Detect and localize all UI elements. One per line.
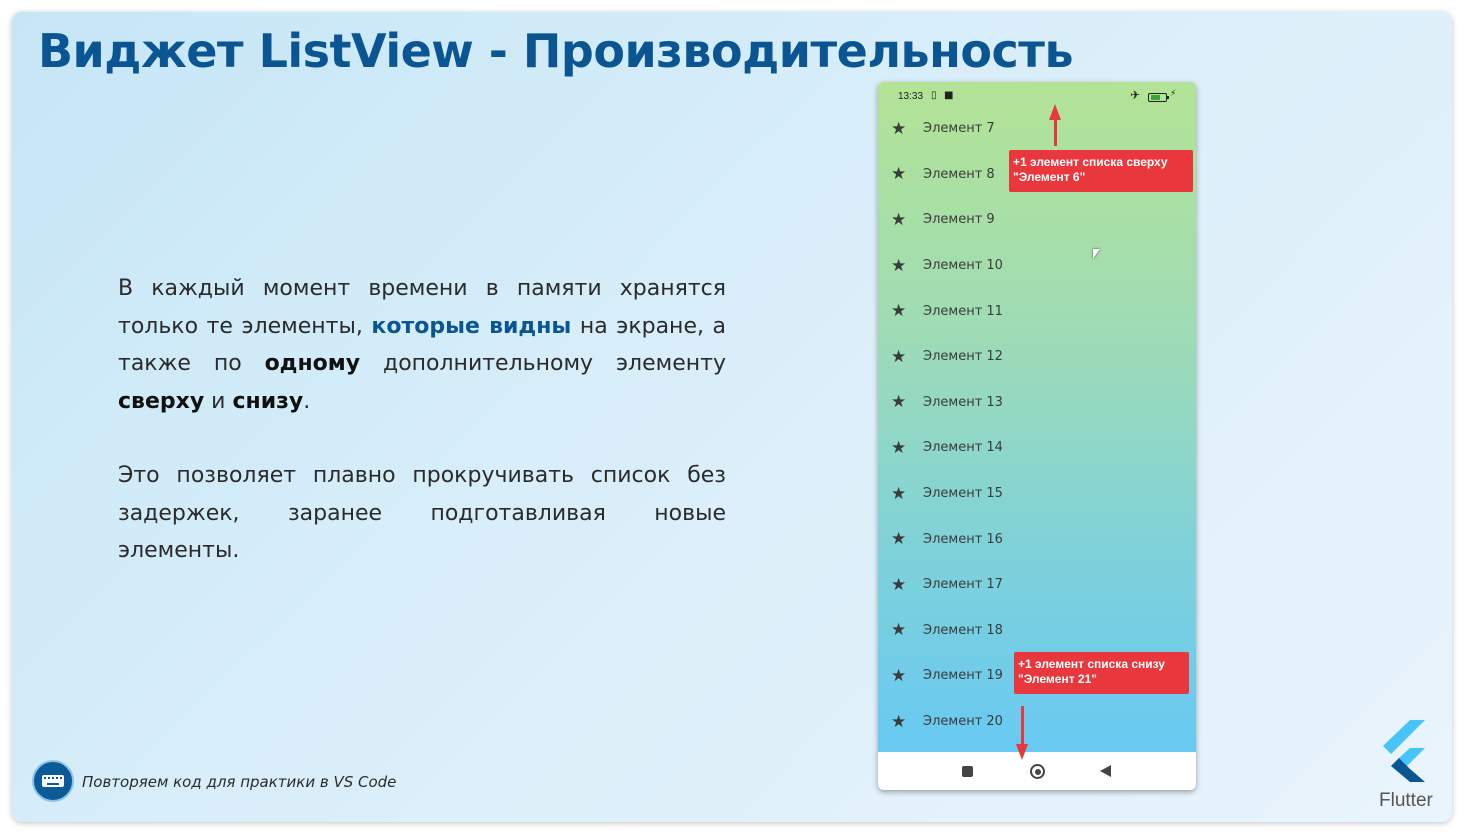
mouse-cursor-icon	[1093, 249, 1100, 259]
arrow-down-line	[1021, 706, 1024, 746]
list-item-label: Элемент 7	[923, 121, 995, 137]
star-icon: ★	[891, 574, 907, 595]
list-item[interactable]	[878, 380, 1196, 426]
annotation-top-line1: +1 элемент списка сверху	[1013, 155, 1168, 169]
paragraph-text: на экране, а также по	[118, 313, 726, 376]
paragraph-text: дополнительному элементу	[360, 351, 726, 376]
home-circle-icon[interactable]	[1030, 764, 1045, 779]
star-icon: ★	[891, 346, 907, 367]
star-icon: ★	[891, 164, 907, 185]
star-icon: ★	[891, 301, 907, 322]
arrow-up-line	[1054, 118, 1057, 146]
star-icon: ★	[891, 620, 907, 641]
list-item-label: Элемент 18	[923, 622, 1003, 638]
list-item-label: Элемент 16	[923, 531, 1003, 547]
list-item[interactable]	[878, 288, 1196, 334]
list-item[interactable]	[878, 425, 1196, 471]
list-item-label: Элемент 19	[923, 668, 1003, 684]
star-icon: ★	[891, 392, 907, 413]
list-item-label: Элемент 8	[923, 166, 995, 182]
list-item-label: Элемент 14	[923, 440, 1003, 456]
paragraph-text: .	[303, 388, 311, 414]
list-item-label: Элемент 10	[923, 258, 1003, 274]
back-triangle-icon[interactable]	[1100, 765, 1111, 777]
bold-top: сверху	[118, 388, 205, 414]
bold-bottom: снизу	[232, 388, 304, 414]
charging-icon: ⚡	[1170, 89, 1177, 99]
annotation-bottom	[1014, 652, 1189, 694]
list-item-label: Элемент 11	[923, 303, 1003, 319]
star-icon: ★	[891, 529, 907, 550]
arrow-up-icon	[1049, 104, 1061, 120]
slide-title: Виджет ListView - Производительность	[38, 24, 1074, 78]
arrow-down-icon	[1016, 744, 1028, 760]
annotation-top-line2: "Элемент 6"	[1013, 170, 1086, 184]
highlight-visible: которые видны	[371, 313, 572, 339]
list-item-label: Элемент 15	[923, 486, 1003, 502]
list-item[interactable]	[878, 197, 1196, 243]
sim-icon: ▯	[931, 90, 937, 101]
list-item[interactable]	[878, 471, 1196, 517]
annotation-top	[1009, 150, 1193, 192]
airplane-icon: ✈	[1130, 88, 1141, 102]
list-item[interactable]	[878, 334, 1196, 380]
battery-icon	[1148, 93, 1167, 102]
slide	[12, 12, 1452, 822]
star-icon: ★	[891, 711, 907, 732]
footer-text: Повторяем код для практики в VS Code	[82, 773, 397, 791]
list-view[interactable]	[878, 106, 1196, 744]
recents-square-icon[interactable]	[962, 766, 973, 777]
list-item-label: Элемент 17	[923, 577, 1003, 593]
list-item-label: Элемент 12	[923, 349, 1003, 365]
list-item[interactable]	[878, 106, 1196, 152]
star-icon: ★	[891, 255, 907, 276]
list-item[interactable]	[878, 516, 1196, 562]
list-item[interactable]	[878, 699, 1196, 745]
trash-icon: ■	[944, 90, 954, 101]
annotation-bottom-line2: "Элемент 21"	[1018, 672, 1097, 686]
list-item-label: Элемент 9	[923, 212, 995, 228]
list-item[interactable]	[878, 562, 1196, 608]
paragraph-text: и	[204, 388, 233, 414]
android-nav-bar	[878, 752, 1196, 790]
paragraph-text: В каждый момент времени в памяти хранятся только те элементы,	[118, 276, 726, 339]
flutter-brand-label: Flutter	[1379, 790, 1433, 811]
keyboard-icon	[32, 760, 74, 802]
paragraph-scroll: Это позволяет плавно прокручивать список без задержек, заранее подготавливая новые элементы.	[118, 463, 726, 563]
status-time: 13:33	[898, 91, 924, 102]
star-icon: ★	[891, 665, 907, 686]
paragraph-memory	[118, 270, 726, 420]
list-item-label: Элемент 13	[923, 394, 1003, 410]
star-icon: ★	[891, 118, 907, 139]
list-item-label: Элемент 20	[923, 714, 1003, 730]
star-icon: ★	[891, 437, 907, 458]
bold-one: одному	[264, 351, 361, 376]
list-item[interactable]	[878, 608, 1196, 654]
flutter-logo-icon	[1379, 720, 1429, 782]
star-icon: ★	[891, 209, 907, 230]
star-icon: ★	[891, 483, 907, 504]
annotation-bottom-line1: +1 элемент списка снизу	[1018, 657, 1165, 671]
body-text	[118, 270, 726, 570]
list-item[interactable]	[878, 243, 1196, 289]
